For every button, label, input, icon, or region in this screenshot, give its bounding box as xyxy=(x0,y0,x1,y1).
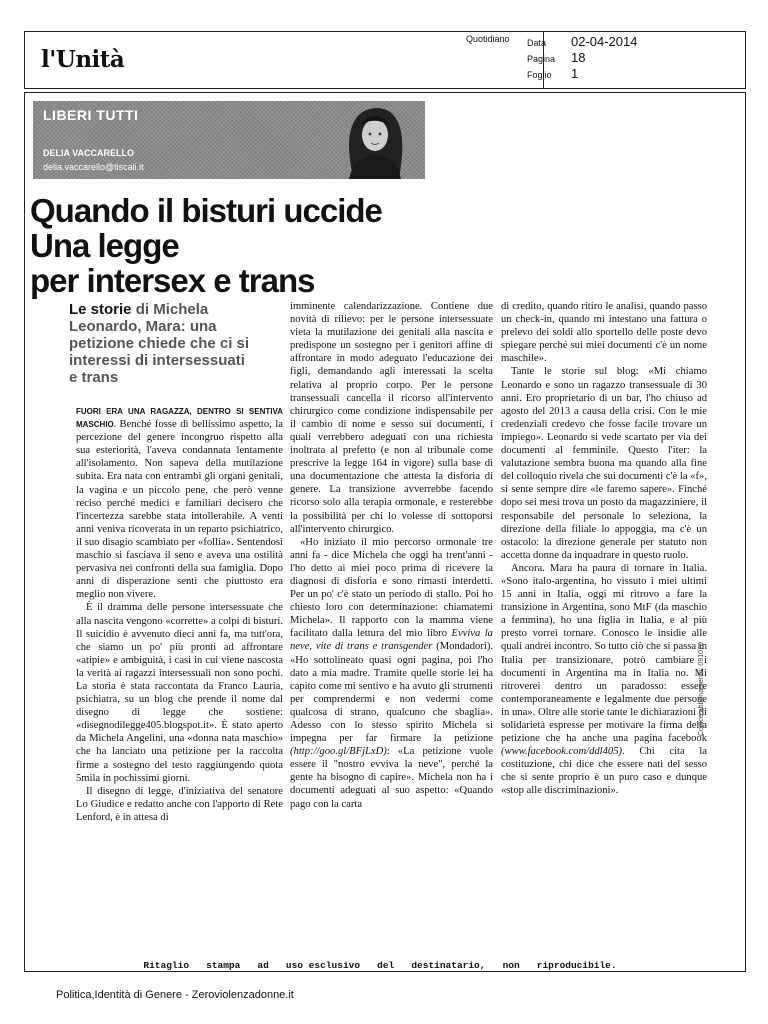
facebook-link: (www.facebook.com/ddl405) xyxy=(501,746,623,758)
paragraph: imminente calendarizzazione. Contiene due novità di rilievo: per le persone intersessuate vieta la mutilazione dei genitali alla nascita e predispone un sostegno per i genitori affine di affrontare in modo adeguato l'educazione dei figli, demandando agli interessati la scelta relativa al proprio corpo. Per le persone transessuali cancella il ricorso all'intervento chirurgico come condizione indispensabile per il cambio di nome e sesso sui documenti, i quali verrebbero adeguati con una richiesta inoltrata al prefetto (e non al tribunale come prescrive la legge 164 in vigore) sulla base di una documentazione che attesta la disforia di genere. La transizione avverrebbe facendo ricorso solo alla terapia ormonale, e resterebbe la possibilità per chi lo volesse di sottoporsi all'intervento chirurgico. xyxy=(290,301,493,535)
column-banner xyxy=(33,101,425,179)
date-label: Data xyxy=(527,38,547,48)
publication-type: Quotidiano xyxy=(466,34,510,44)
masthead-box xyxy=(24,31,746,89)
paragraph xyxy=(501,562,707,798)
paragraph xyxy=(76,405,283,601)
source-footer: Politica,Identità di Genere - Zeroviolenzadonne.it xyxy=(56,989,294,1001)
date-value: 02-04-2014 xyxy=(571,34,638,49)
paragraph-text: Benché fosse di bellissimo aspetto, la percezione del genere incongruo rispetto alla sua esteriorità, l'aveva condannata lentamente all'isolamento. Non sapeva della mutilazione subita. Era nata con entrambi gli organi genitali, la vagina e un piccolo pene, che però venne reciso perché medici e familiari decisero che l'incertezza sarebbe stata intollerabile. A venti anni veniva ricoverata in un reparto psichiatrico, il suo disagio scambiato per «follia». Sentendosi maschio si fasciava il seno e aveva una ostilità pervasiva nei confronti della sua famiglia. Dopo anni di disperazione sentì che piuttosto era meglio non vivere. xyxy=(76,419,283,601)
article-headline xyxy=(30,193,450,298)
petition-link: (http://goo.gl/BFjLxD) xyxy=(290,746,387,758)
paragraph: È il dramma delle persone intersessuate che alla nascita vengono «corrette» a colpi di bisturi. Il suicidio è avvenuto dieci anni fa, ma tutt'ora, che siamo un po' più pronti ad affrontare «atipie» e ambiguità, i casi in cui viene nascosta la verità ai ragazzi intersessuali non sono pochi. La storia è stata raccontata da Franco Lauria, psichiatra, su un blog che prende il nome dal disegno di legge che sostiene: «disegnodilegge405.blogspot.it». È stato aperto da Michela Angelini, una «donna nata maschio» che ha lanciato una petizione per la raccolta firme a sostegno del testo raggiungendo quota 5mila in pochissimi giorni. xyxy=(76,602,283,784)
paragraph-text: (Mondadori). «Ho sottolineato quasi ogni pagina, poi l'ho dato a mia madre. Tramite quelle storie lei ha capito come mi sentivo e ha avuto gli strumenti per comprendermi e non vedermi come qualcosa di strano, qualcuno che sbaglia». Adesso con lo stesso spirito Michela si impegna per far firmare la petizione xyxy=(290,641,493,745)
headline-line-2: Una legge xyxy=(30,227,179,264)
paragraph: di credito, quando ritiro le analisi, quando passo un check-in, quando mi intestano una fattura o prelevo dei soldi allo sportello delle poste devo spiegare perché sui miei documenti c'è un nome maschile». xyxy=(501,301,707,365)
subscription-code: Codice abbonamento: 091070 xyxy=(698,642,705,736)
headline-line-1: Quando il bisturi uccide xyxy=(30,192,382,229)
kicker: FUORI ERA UNA RAGAZZA, DENTRO SI SENTIVA MASCHIO. xyxy=(76,407,283,430)
subhead-lead: Le storie xyxy=(69,301,132,318)
paragraph-text: Ancora. Mara ha paura di tornare in Italia. «Sono italo-argentina, ho vissuto i miei ultimi 15 anni in Italia, oggi mi ritrovo a fare la transizione in Argentina, sono MtF (da maschio a femmina), ho una figlia in Italia, e al più presto vorrei tornare. Conosco le insidie alle quali andrei incontro. So tutto ciò che si passa in Italia per transizionare, potrò cambiare i documenti in Argentina ma in Italia no. Mi ritroverei dentro un paradosso: essere contemporaneamente e legalmente due persone in una». Oltre alle storie tante le dichiarazioni di solidarietà espresse per motivare la firma della petizione che ha anche una pagina facebook xyxy=(501,562,707,745)
page-label: Pagina xyxy=(527,54,556,64)
sheet-value: 1 xyxy=(571,66,579,81)
author-email: delia.vaccarello@tiscali.it xyxy=(43,162,144,172)
paragraph: Tante le storie sul blog: «Mi chiamo Leonardo e sono un ragazzo transessuale di 30 anni. Ero proprietario di un bar, l'ho chiuso ad agosto del 2013 a causa della crisi. Con le mie credenziali credevo che fosse facile trovare un impiego». Leonardo si vede scartato per via dei documenti al femminile. Questo l'iter: la valutazione sembra buona ma quando alla fine del colloquio rivela che sui documenti c'è la «f», si sente sempre dire «le faremo sapere». Finché dopo sei mesi trova un posto da magazziniere, il responsabile del personale lo seleziona, la direzione della filiale lo appoggia, ma c'è un ostacolo: la direzione generale per statuto non accetta donne da inquadrare in questo ruolo. xyxy=(501,366,707,561)
column-1 xyxy=(76,405,283,824)
column-3 xyxy=(501,300,707,798)
paragraph-text: . Chi cita la costituzione, chi dice che essere nati del sesso che si sente proprio è un puro caso e dunque «stop alle discriminazioni». xyxy=(501,746,707,797)
subhead-text: di Michela Leonardo, Mara: una petizione chiede che ci si interessi di intersessuati e trans xyxy=(69,301,250,386)
book-title: Evviva la neve, vite di trans e transgender xyxy=(290,628,493,653)
sheet-label: Foglio xyxy=(527,70,552,80)
paragraph-text: : «La petizione vuole essere il "nostro evviva la neve", perché la gente ha bisogno di capire». Michela non ha i documenti adeguati al suo aspetto: «Quando pago con la carta xyxy=(290,746,493,810)
paragraph-text: «Ho iniziato il mio percorso ormonale tre anni fa - dice Michela che oggi ha trent'anni - l'ho detto ai miei poco prima di ricevere la diagnosi di disforia e sono rimasti interdetti. Per un po' c'è stato un periodo di stallo. Poi ho chiesto loro con determinazione: chiamatemi Michela». Il rapporto con la mamma viene facilitato dalla lettura del mio libro xyxy=(290,536,493,640)
headline-line-3: per intersex e trans xyxy=(30,262,315,299)
author-name: DELIA VACCARELLO xyxy=(43,148,134,158)
article-box xyxy=(24,92,746,972)
page-value: 18 xyxy=(571,50,586,65)
paragraph: Il disegno di legge, d'iniziativa del senatore Lo Giudice e redatto anche con l'apporto di Rete Lenford, è in attesa di xyxy=(76,785,283,823)
column-2 xyxy=(290,300,493,811)
column-title: LIBERI TUTTI xyxy=(43,107,139,123)
newspaper-logo: l'Unità xyxy=(41,46,125,73)
author-portrait xyxy=(331,105,411,179)
article-subhead xyxy=(69,301,254,386)
reproduction-notice: Ritaglio stampa ad uso esclusivo del destinatario, non riproducibile. xyxy=(143,960,617,971)
paragraph xyxy=(290,536,493,811)
